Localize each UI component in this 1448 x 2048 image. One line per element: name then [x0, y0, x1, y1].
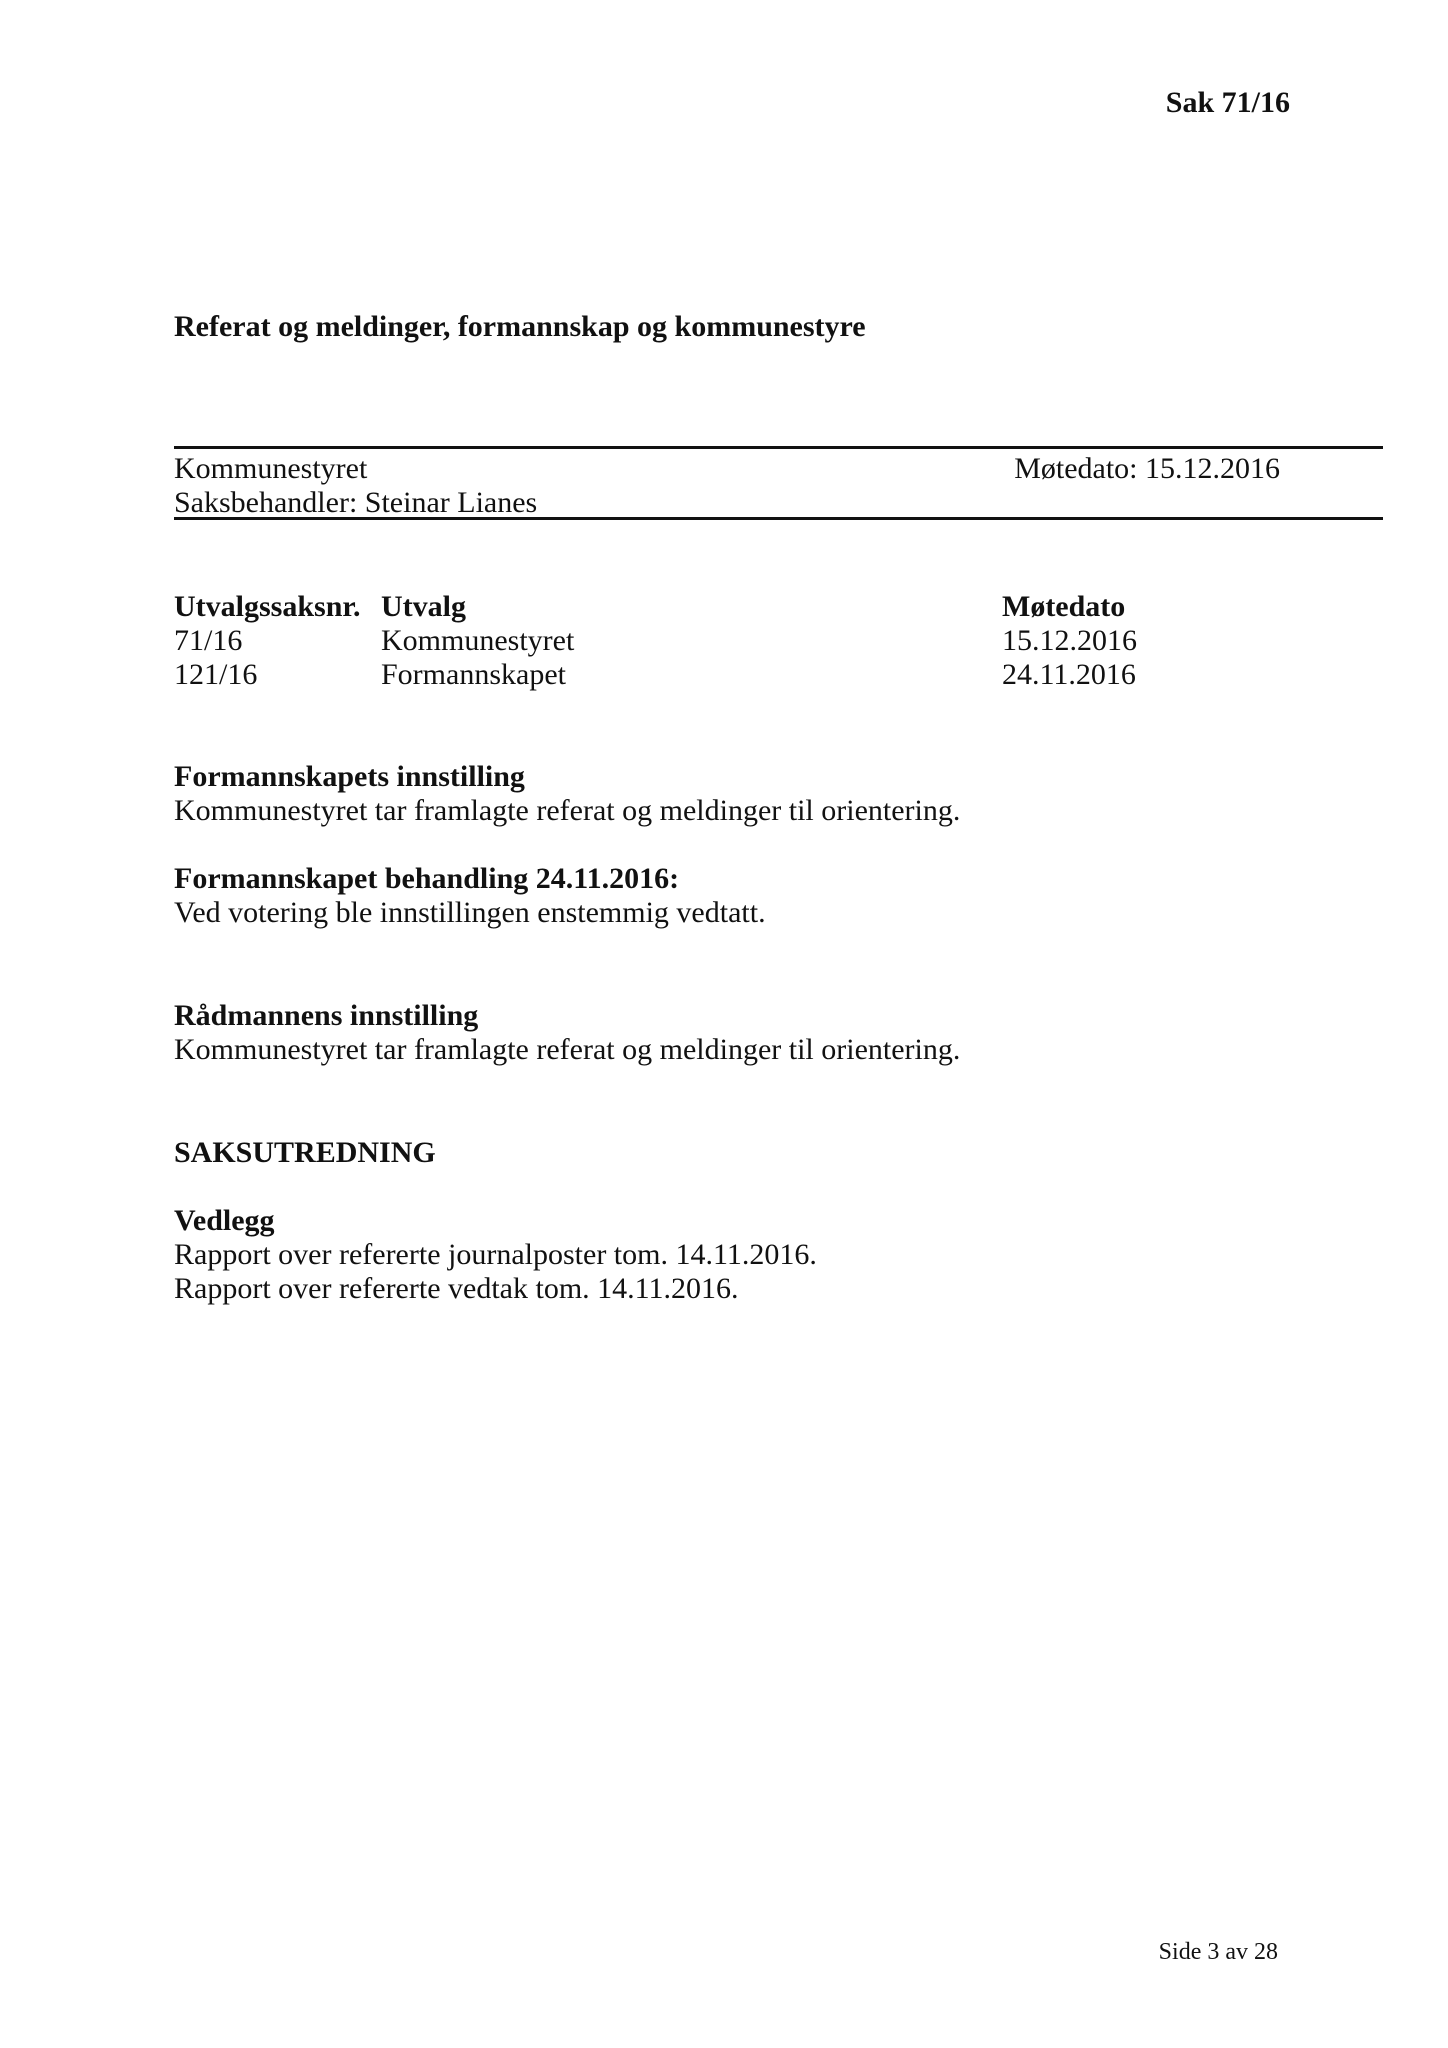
section-heading: Formannskapet behandling 24.11.2016: — [174, 862, 680, 895]
section-body: Kommunestyret tar framlagte referat og meldinger til orientering. — [174, 1033, 961, 1066]
top-divider — [174, 446, 1383, 449]
cell-case-nr: 71/16 — [174, 624, 243, 657]
section-saksutredning — [174, 1136, 436, 1170]
committee-name: Kommunestyret — [174, 452, 368, 485]
section-formannskapets-innstilling — [174, 760, 960, 828]
section-heading: Rådmannens innstilling — [174, 999, 479, 1032]
cell-meeting-date: 15.12.2016 — [1002, 624, 1137, 657]
case-table-header — [174, 590, 1162, 624]
header-case-nr: Utvalgssaksnr. — [174, 590, 361, 623]
cell-committee: Kommunestyret — [381, 624, 575, 657]
case-officer: Saksbehandler: Steinar Lianes — [174, 486, 538, 519]
cell-meeting-date: 24.11.2016 — [1002, 658, 1136, 691]
section-vedlegg — [174, 1204, 817, 1306]
attachment-item: Rapport over refererte vedtak tom. 14.11.2016. — [174, 1272, 739, 1305]
table-row — [174, 624, 1162, 658]
section-heading: Vedlegg — [174, 1204, 275, 1237]
cell-case-nr: 121/16 — [174, 658, 258, 691]
section-body: Kommunestyret tar framlagte referat og meldinger til orientering. — [174, 794, 961, 827]
case-number: Sak 71/16 — [1165, 86, 1290, 119]
section-formannskapet-behandling — [174, 862, 766, 930]
header-committee: Utvalg — [381, 590, 466, 623]
meta-block — [174, 452, 537, 520]
section-radmannens-innstilling — [174, 999, 960, 1067]
header-meeting-date: Møtedato — [1002, 590, 1126, 623]
document-title: Referat og meldinger, formannskap og kommunestyre — [174, 310, 866, 343]
section-body: Ved votering ble innstillingen enstemmig vedtatt. — [174, 896, 766, 929]
bottom-divider — [174, 517, 1383, 520]
section-heading: Formannskapets innstilling — [174, 760, 525, 793]
cell-committee: Formannskapet — [381, 658, 566, 691]
page-number: Side 3 av 28 — [1158, 1939, 1278, 1965]
section-heading: SAKSUTREDNING — [174, 1136, 436, 1169]
case-table — [174, 590, 1162, 692]
table-row — [174, 658, 1162, 692]
meeting-date: Møtedato: 15.12.2016 — [1014, 452, 1280, 485]
attachment-item: Rapport over refererte journalposter tom. 14.11.2016. — [174, 1238, 817, 1271]
